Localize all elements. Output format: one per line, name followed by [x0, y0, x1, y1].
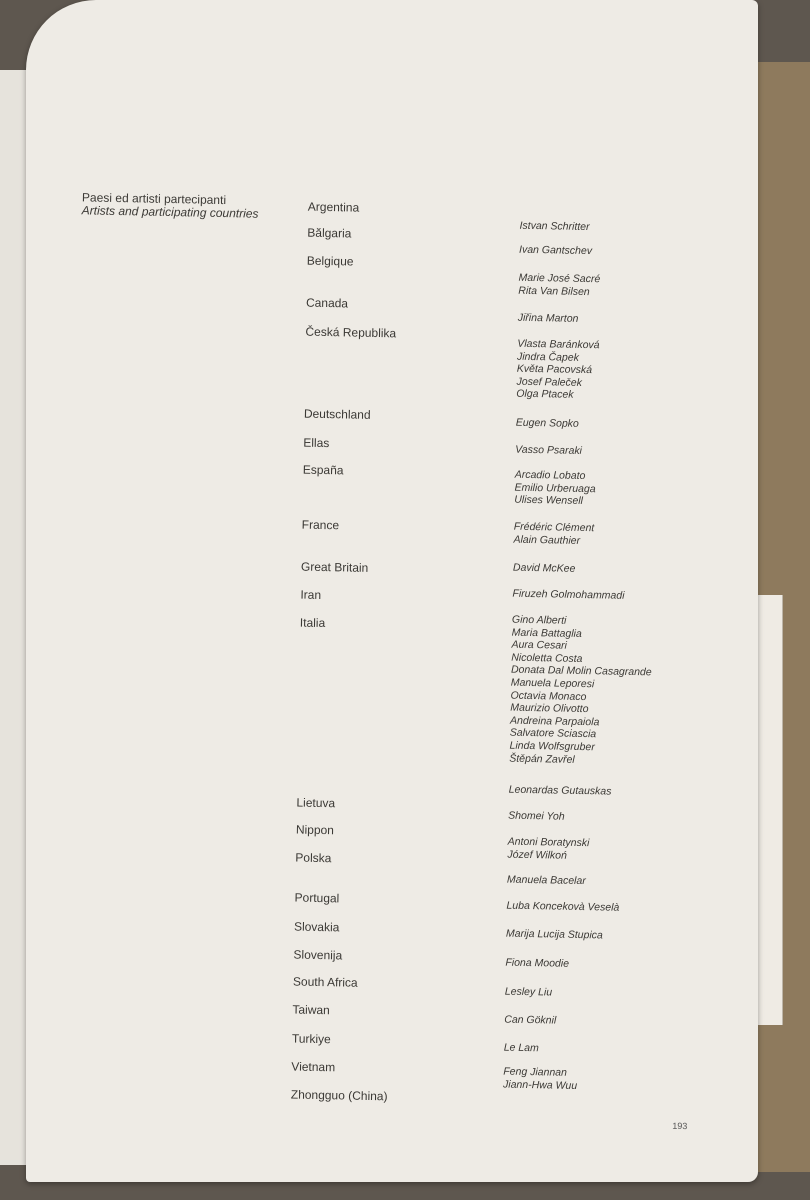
- artist-name: Firuzeh Golmohammadi: [512, 587, 625, 602]
- artist-name: Istvan Schritter: [519, 219, 590, 234]
- artist-name: Frédéric Clément: [513, 520, 595, 535]
- artist-name: Donata Dal Molin Casagrande: [510, 664, 652, 679]
- artist-name: Štěpán Zavřel: [509, 752, 575, 766]
- artist-name: Lesley Liu: [504, 985, 553, 999]
- artist-name: Shomei Yoh: [508, 809, 565, 823]
- artist-group: [505, 957, 569, 971]
- artist-name: David McKee: [512, 561, 576, 575]
- country-name: Nippon: [295, 822, 335, 838]
- country-name: Argentina: [307, 199, 360, 215]
- artist-group: [516, 417, 579, 431]
- artist-name: Ulises Wensell: [514, 493, 584, 508]
- catalogue-page: [26, 0, 758, 1182]
- artist-name: Leonardas Gutauskas: [508, 783, 612, 798]
- artist-name: Josef Paleček: [516, 375, 583, 389]
- artist-group: [506, 900, 619, 915]
- artist-name: Linda Wolfsgruber: [509, 739, 595, 754]
- artist-name: Jindra Čapek: [516, 350, 580, 364]
- heading-italian: Paesi ed artisti partecipanti: [81, 190, 227, 208]
- artist-name: Jiřina Marton: [517, 311, 579, 325]
- artist-name: Alain Gauthier: [513, 533, 581, 547]
- artist-name: Luba Koncekovà Veselà: [506, 899, 620, 914]
- artist-group: [507, 836, 589, 863]
- artist-name: Octavia Monaco: [510, 689, 587, 703]
- artist-group: [515, 444, 582, 458]
- artist-name: Jiann-Hwa Wuu: [502, 1078, 578, 1092]
- page-heading: [82, 191, 259, 220]
- country-name: Bălgaria: [307, 225, 352, 241]
- artist-group: [504, 1014, 556, 1028]
- artist-name: Manuela Bacelar: [506, 873, 586, 888]
- artist-name: Ivan Gantschev: [518, 243, 593, 258]
- artist-name: Maurizio Olivotto: [510, 701, 589, 716]
- artist-group: [513, 521, 594, 548]
- artist-group: [506, 928, 603, 942]
- artist-name: Andreina Parpaiola: [509, 714, 600, 729]
- artist-name: Salvatore Sciascia: [509, 726, 597, 741]
- artist-name: Vlasta Baránková: [517, 337, 600, 352]
- country-name: Vietnam: [291, 1059, 336, 1075]
- artist-name: Can Göknil: [504, 1013, 557, 1027]
- page-content: [7, 0, 762, 1190]
- country-name: Great Britain: [300, 559, 369, 575]
- country-name: España: [302, 462, 344, 478]
- artist-name: Józef Wilkoń: [507, 848, 568, 862]
- artist-name: Aura Cesari: [511, 638, 568, 652]
- country-name: Lietuva: [296, 795, 336, 811]
- country-name: Taiwan: [292, 1002, 330, 1018]
- country-name: Slovenija: [293, 947, 343, 963]
- artist-group: [507, 874, 586, 888]
- country-name: Portugal: [294, 890, 340, 906]
- artist-group: [519, 244, 592, 258]
- artist-name: Eugen Sopko: [515, 416, 579, 430]
- artist-name: Le Lam: [503, 1041, 539, 1055]
- country-name: South Africa: [292, 974, 358, 990]
- artist-name: Gino Alberti: [511, 613, 567, 627]
- country-name: Slovakia: [293, 919, 340, 935]
- artist-group: [518, 272, 600, 299]
- artist-group: [509, 784, 612, 799]
- country-name: Belgique: [306, 253, 354, 269]
- artist-name: Vasso Psaraki: [515, 443, 583, 457]
- artist-name: Rita Van Bilsen: [518, 284, 590, 298]
- artist-name: Květa Pacovská: [516, 362, 593, 377]
- artist-name: Marie José Sacré: [518, 271, 601, 286]
- artist-name: Fiona Moodie: [505, 956, 570, 970]
- artist-group: [503, 1066, 578, 1093]
- page-number: 193: [672, 1120, 688, 1132]
- heading-english: Artists and participating countries: [81, 203, 259, 221]
- country-name: Ellas: [303, 435, 330, 451]
- artist-group: [509, 614, 653, 768]
- country-name: Iran: [300, 587, 322, 602]
- artist-name: Feng Jiannan: [503, 1065, 568, 1079]
- artist-group: [512, 588, 624, 603]
- artist-group: [519, 220, 589, 234]
- artist-group: [513, 562, 576, 576]
- country-name: Česká Republika: [305, 324, 397, 341]
- artist-name: Emilio Urberuaga: [514, 481, 596, 495]
- artist-group: [504, 1042, 539, 1055]
- artist-name: Antoni Boratynski: [507, 835, 590, 850]
- country-name: Italia: [299, 615, 326, 631]
- artist-name: Manuela Leporesi: [510, 676, 595, 691]
- artist-name: Nicoletta Costa: [511, 651, 583, 665]
- artist-group: [508, 810, 565, 824]
- artist-group: [514, 469, 596, 508]
- artist-group: [516, 338, 600, 403]
- country-name: Deutschland: [303, 406, 371, 422]
- country-name: France: [301, 517, 340, 533]
- artist-name: Maria Battaglia: [511, 626, 582, 640]
- country-name: Polska: [295, 850, 332, 866]
- artist-name: Arcadio Lobato: [514, 468, 586, 483]
- country-name: Zhongguo (China): [290, 1087, 388, 1104]
- artist-name: Olga Ptacek: [516, 388, 574, 402]
- country-name: Canada: [305, 295, 349, 311]
- artist-group: [518, 312, 579, 326]
- artist-name: Marija Lucija Stupica: [505, 927, 603, 942]
- artist-group: [505, 986, 553, 999]
- country-name: Turkiye: [291, 1031, 331, 1047]
